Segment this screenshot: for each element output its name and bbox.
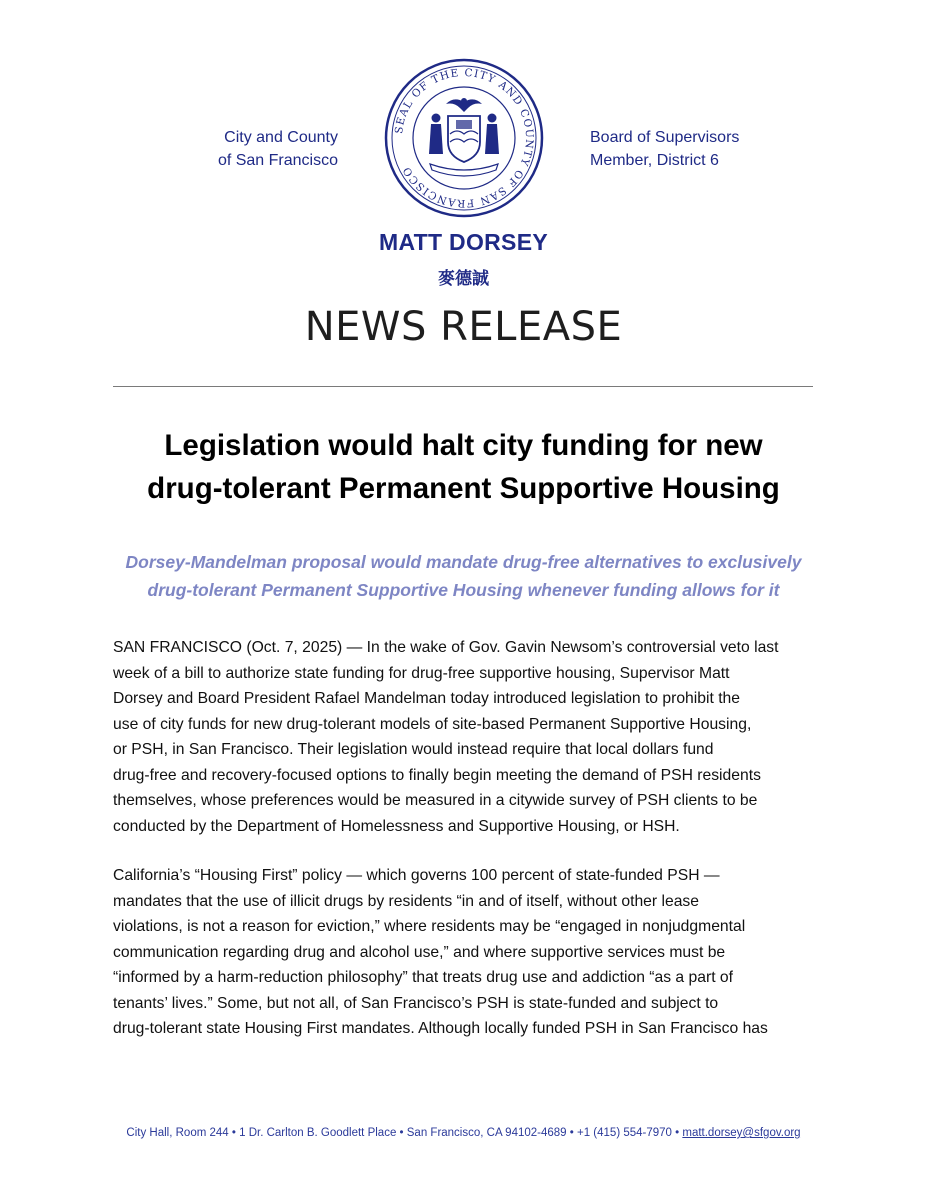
header-divider (113, 386, 813, 387)
paragraph-2 (113, 863, 819, 1042)
footer-email-link[interactable]: matt.dorsey@sfgov.org (682, 1127, 801, 1139)
svg-text:SEAL OF THE CITY AND COUNTY OF (393, 67, 535, 209)
subheadline (105, 548, 822, 604)
article-body (113, 635, 819, 1066)
district-line-1: Board of Supervisors (590, 129, 740, 146)
headline-line-2: drug-tolerant Permanent Supportive Housing (147, 472, 780, 505)
city-county-line-1: City and County (224, 129, 338, 146)
subheadline-line-2: drug-tolerant Permanent Supportive Housing whenever funding allows for it (147, 580, 780, 600)
paragraph-line: conducted by the Department of Homelessness and Supportive Housing, or HSH. (113, 817, 680, 835)
paragraph-line: drug-free and recovery-focused options to finally begin meeting the demand of PSH residents (113, 766, 761, 784)
paragraph-line: mandates that the use of illicit drugs by residents “in and of itself, without other lease (113, 892, 699, 910)
supervisor-name-chinese: 麥德誠 (438, 269, 489, 288)
paragraph-line: violations, is not a reason for eviction,” where residents may be “engaged in nonjudgmental (113, 918, 746, 935)
city-county-line-2: of San Francisco (217, 152, 338, 169)
contact-footer (0, 1127, 927, 1139)
paragraph-line: use of city funds for new drug-tolerant models of site-based Permanent Supportive Housing, (113, 715, 752, 733)
paragraph-line: “informed by a harm-reduction philosophy” that treats drug use and addiction “as a part of (113, 969, 733, 986)
supervisor-name: MATT DORSEY (379, 229, 548, 255)
paragraph-line: California’s “Housing First” policy — which governs 100 percent of state-funded PSH — (113, 867, 720, 884)
paragraph-line: Dorsey and Board President Rafael Mandelman today introduced legislation to prohibit the (113, 690, 741, 707)
subheadline-line-1: Dorsey-Mandelman proposal would mandate drug-free alternatives to exclusively (125, 552, 802, 572)
headline (90, 424, 837, 510)
city-seal-icon (384, 58, 544, 218)
paragraph-1 (113, 635, 819, 839)
paragraph-line: SAN FRANCISCO (Oct. 7, 2025) — In the wake of Gov. Gavin Newsom’s controversial veto last (113, 639, 779, 656)
district-line-2: Member, District 6 (590, 152, 719, 169)
paragraph-line: themselves, whose preferences would be measured in a citywide survey of PSH clients to be (113, 792, 758, 809)
footer-address: City Hall, Room 244 • 1 Dr. Carlton B. Goodlett Place • San Francisco, CA 94102-4689 • +1 (415) 554-7970 • (126, 1127, 683, 1139)
paragraph-line: or PSH, in San Francisco. Their legislation would instead require that local dollars fund (113, 741, 714, 758)
headline-line-1: Legislation would halt city funding for new (164, 429, 763, 462)
district-label (590, 126, 810, 172)
seal-ring-text: SEAL OF THE CITY AND COUNTY OF SAN FRANCISCO (393, 66, 536, 210)
paragraph-line: drug-tolerant state Housing First mandates. Although locally funded PSH in San Francisco has (113, 1020, 768, 1037)
paragraph-line: communication regarding drug and alcohol use,” and where supportive services must be (113, 943, 726, 961)
city-county-label (150, 126, 338, 172)
paragraph-line: week of a bill to authorize state funding for drug-free supportive housing, Supervisor Matt (113, 664, 730, 682)
news-release-label: NEWS RELEASE (304, 304, 623, 350)
paragraph-line: tenants’ lives.” Some, but not all, of San Francisco’s PSH is state-funded and subject to (113, 994, 719, 1012)
